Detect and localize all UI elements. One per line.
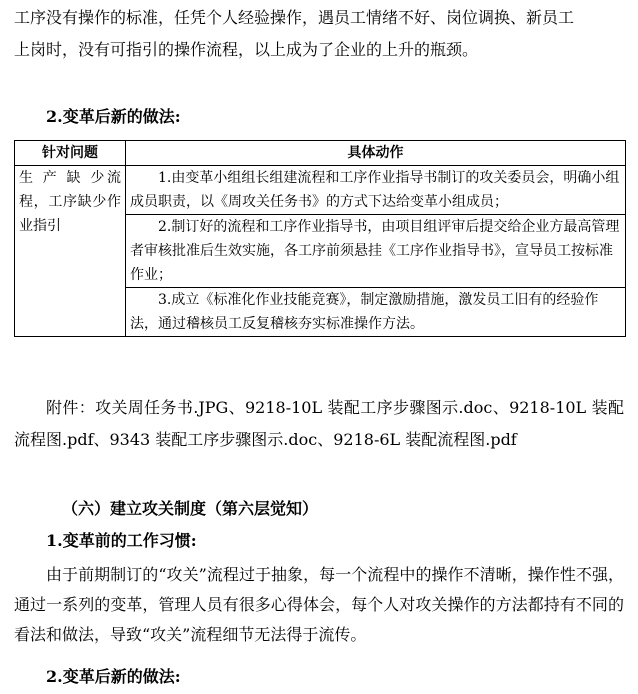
- action-cell-2: 2.制订好的流程和工序作业指导书，由项目组评审后提交给企业方最高管理者审核批准后生效实施，各工序前须悬挂《工序作业指导书》，宣导员工按标准作业；: [126, 215, 626, 288]
- actions-table: [14, 140, 626, 337]
- section-6-title: （六）建立攻关制度（第六层觉知）: [62, 499, 319, 518]
- section-heading-after-2: 2.变革后新的做法:: [46, 667, 181, 686]
- header-actions: 具体动作: [126, 141, 626, 166]
- section-heading-before: 1.变革前的工作习惯:: [46, 531, 197, 550]
- table-header-row: [15, 141, 626, 166]
- intro-line-1: 工序没有操作的标准，任凭个人经验操作，遇员工情绪不好、岗位调换、新员工: [14, 8, 575, 27]
- action-cell-1: 1.由变革小组组长组建流程和工序作业指导书制订的攻关委员会，明确小组成员职责，以《周攻关任务书》的方式下达给变革小组成员；: [126, 166, 626, 215]
- problem-cell: [15, 166, 126, 337]
- header-problem: 针对问题: [15, 141, 126, 166]
- section-heading-after-1: 2.变革后新的做法:: [46, 107, 181, 126]
- problem-text: 生 产 缺 少流程，工序缺少作业指引: [19, 170, 121, 234]
- before-paragraph: 由于前期制订的“攻关”流程过于抽象，每一个流程中的操作不清晰，操作性不强，通过一系列的变革，管理人员有很多心得体会，每个人对攻关操作的方法都持有不同的看法和做法，导致“攻关”流程细节无法得于流传。: [14, 565, 624, 644]
- intro-line-2: 上岗时，没有可指引的操作流程，以上成为了企业的上升的瓶颈。: [14, 40, 479, 59]
- action-cell-3: 3.成立《标准化作业技能竞赛》，制定激励措施，激发员工旧有的经验作法，通过稽核员工反复稽核夯实标准操作方法。: [126, 288, 626, 337]
- attachments-paragraph: 附件：攻关周任务书.JPG、9218-10L 装配工序步骤图示.doc、9218-10L 装配流程图.pdf、9343 装配工序步骤图示.doc、9218-6L 装配流程图.pdf: [14, 398, 624, 449]
- table-row: [15, 166, 626, 215]
